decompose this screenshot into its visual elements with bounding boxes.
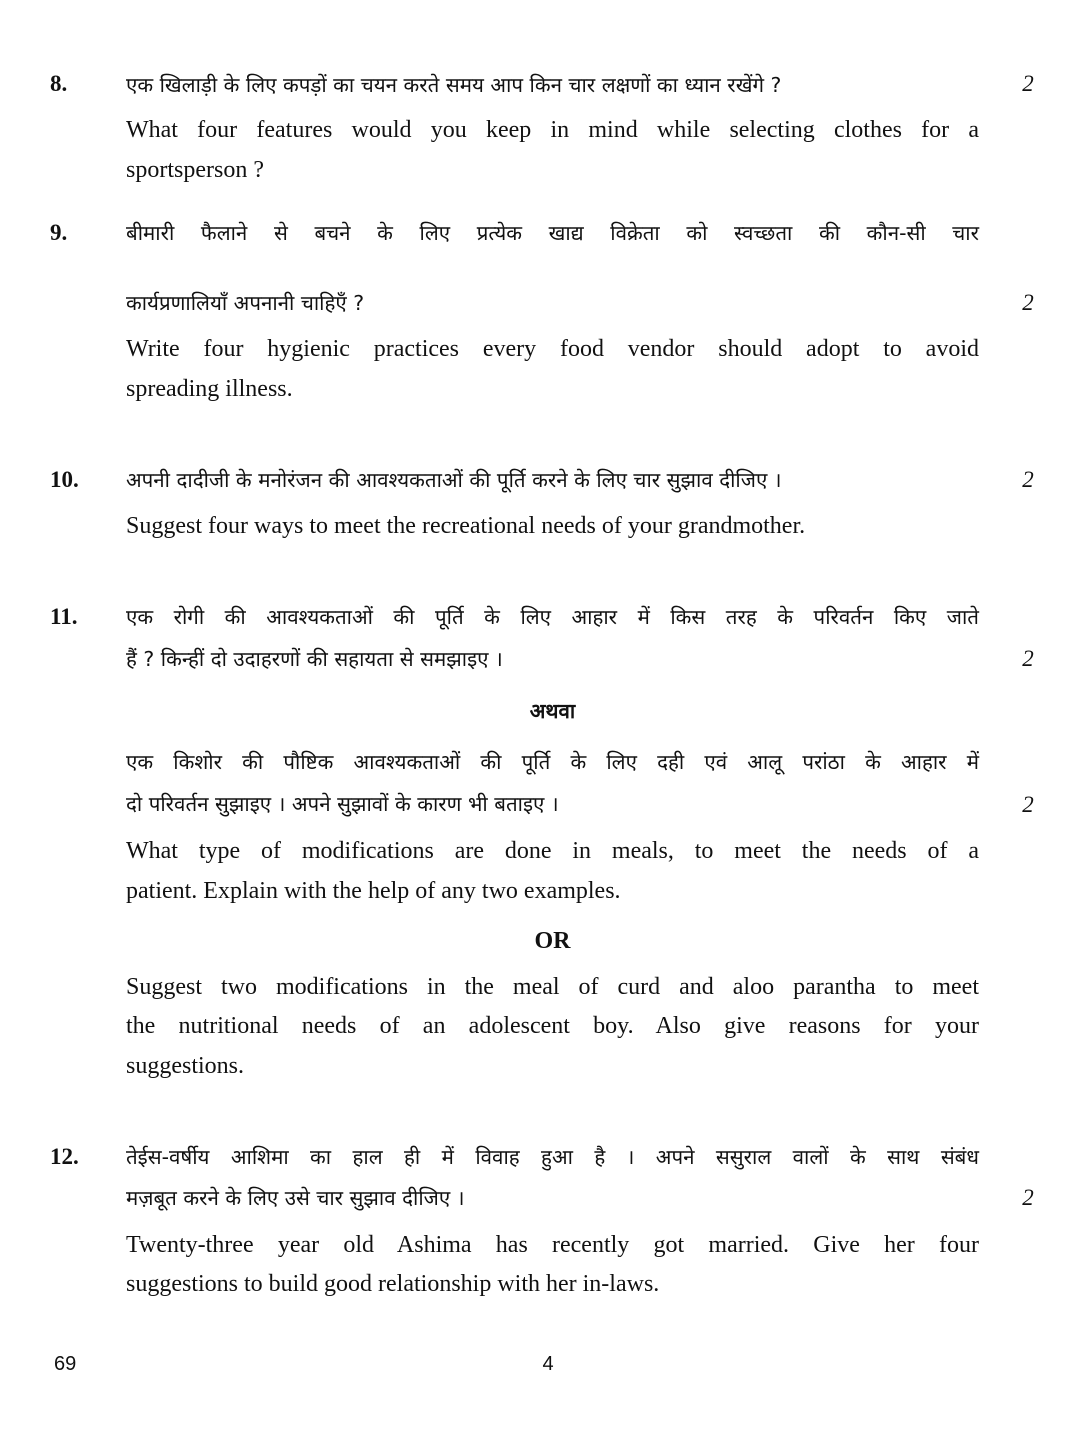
- page-number: 4: [542, 1353, 554, 1375]
- question-hindi-line: एक रोगी की आवश्यकताओं की पूर्ति के लिए आहार में किस तरह के परिवर्तन किए जाते: [126, 605, 979, 629]
- question-marks: 2: [1022, 71, 1034, 96]
- question-marks: 2: [1022, 1185, 1034, 1210]
- question-hindi-line: कार्यप्रणालियाँ अपनानी चाहिएँ ?: [126, 291, 365, 315]
- question-hindi-line: मज़बूत करने के लिए उसे चार सुझाव दीजिए ।: [126, 1186, 465, 1210]
- question-marks: 2: [1022, 467, 1034, 492]
- question-english-line: spreading illness.: [126, 376, 293, 402]
- alternative-hindi-line: दो परिवर्तन सुझाइए । अपने सुझावों के कारण भी बताइए ।: [126, 792, 559, 816]
- question-hindi-line: अपनी दादीजी के मनोरंजन की आवश्यकताओं की पूर्ति करने के लिए चार सुझाव दीजिए ।: [126, 468, 782, 492]
- question-english-line: Suggest four ways to meet the recreational needs of your grandmother.: [126, 513, 806, 539]
- question-english-line: sportsperson ?: [126, 157, 264, 183]
- question-hindi-line: बीमारी फैलाने से बचने के लिए प्रत्येक खाद्य विक्रेता को स्वच्छता की कौन-सी चार: [126, 221, 979, 245]
- question-number: 12.: [50, 1144, 79, 1169]
- question-english-line: Write four hygienic practices every food vendor should adopt to avoid: [126, 336, 979, 362]
- question-english-line: Twenty-three year old Ashima has recently got married. Give her four: [126, 1232, 979, 1258]
- question-number: 11.: [50, 604, 78, 629]
- question-english-line: patient. Explain with the help of any two examples.: [126, 878, 621, 904]
- or-separator-hindi: अथवा: [529, 699, 576, 723]
- alternative-english-line: Suggest two modifications in the meal of curd and aloo parantha to meet: [126, 974, 979, 1000]
- or-separator-english: OR: [534, 928, 571, 954]
- question-number: 8.: [50, 71, 68, 96]
- alternative-english-line: the nutritional needs of an adolescent boy. Also give reasons for your: [126, 1013, 979, 1039]
- paper-code: 69: [54, 1353, 77, 1375]
- alternative-marks: 2: [1022, 792, 1034, 817]
- question-marks: 2: [1022, 646, 1034, 671]
- alternative-english-line: suggestions.: [126, 1053, 245, 1079]
- question-hindi-line: तेईस-वर्षीय आशिमा का हाल ही में विवाह हुआ है । अपने ससुराल वालों के साथ संबंध: [126, 1145, 979, 1169]
- question-hindi-line: एक खिलाड़ी के लिए कपड़ों का चयन करते समय आप किन चार लक्षणों का ध्यान रखेंगे ?: [126, 73, 782, 97]
- question-number: 10.: [50, 467, 79, 492]
- question-hindi-line: हैं ? किन्हीं दो उदाहरणों की सहायता से समझाइए ।: [126, 647, 503, 671]
- question-english-line: suggestions to build good relationship with her in-laws.: [126, 1271, 660, 1297]
- question-english-line: What type of modifications are done in meals, to meet the needs of a: [126, 838, 979, 864]
- alternative-hindi-line: एक किशोर की पौष्टिक आवश्यकताओं की पूर्ति के लिए दही एवं आलू परांठा के आहार में: [126, 750, 979, 774]
- question-marks: 2: [1022, 290, 1034, 315]
- question-english-line: What four features would you keep in mind while selecting clothes for a: [126, 117, 979, 143]
- question-number: 9.: [50, 220, 68, 245]
